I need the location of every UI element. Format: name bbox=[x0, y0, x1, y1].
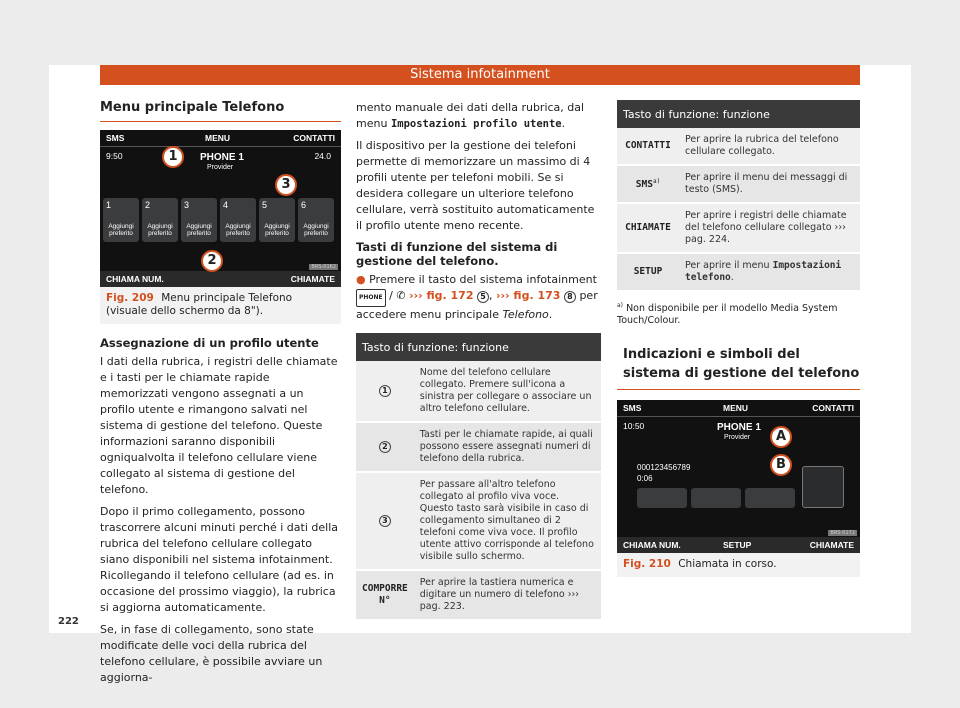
table-row bbox=[356, 422, 601, 472]
screen-menu: MENU bbox=[723, 403, 749, 414]
screen-chiama-num: CHIAMA NUM. bbox=[623, 540, 681, 551]
phone-key-icon: PHONE bbox=[356, 289, 386, 307]
fav-num: 2 bbox=[145, 200, 151, 210]
table-row bbox=[617, 203, 860, 253]
screen-sms: SMS bbox=[623, 403, 642, 414]
row-text: Per aprire i registri delle chiamate del telefono cellulare collegato ››› pag. 224. bbox=[679, 203, 860, 253]
footnote-ref: a) bbox=[652, 178, 661, 186]
callout-A: A bbox=[770, 426, 792, 448]
screen-phone-name: PHONE 1 bbox=[717, 422, 761, 434]
figure-209 bbox=[100, 130, 341, 324]
row-key: 1 bbox=[379, 385, 391, 397]
paragraph: Se, in fase di collegamento, sono state modificate delle voci della rubrica del telefono cellulare, è possibile avviare un aggiorna- bbox=[100, 623, 323, 684]
subheading: Assegnazione di un profilo utente bbox=[100, 336, 319, 350]
fav-num: 3 bbox=[184, 200, 190, 210]
paragraph: mento manuale dei dati della rubrica, dal menu Impostazioni profilo utente. bbox=[356, 101, 585, 130]
bullet-icon: ● bbox=[356, 273, 366, 286]
figure-caption-text: Menu principale Telefono (visuale dello schermo da 8"). bbox=[106, 292, 293, 317]
screen-temp: 24.0 bbox=[314, 151, 331, 161]
callout-1: 1 bbox=[162, 146, 184, 168]
ref-circle: 5 bbox=[477, 291, 489, 303]
phone-menu-screenshot bbox=[100, 130, 341, 287]
row-text: Per aprire il menu Impostazioni telefono. bbox=[679, 253, 860, 291]
figure-210 bbox=[617, 400, 860, 577]
row-text: Per passare all'altro telefono collegato al profilo viva voce. Questo tasto sarà visibile in caso di collegamento simultaneo di 2 telefoni come viva voce. Il profilo utente attivo corrisponde al telefono visibile sullo schermo. bbox=[414, 472, 601, 570]
fav-label: Aggiungi preferito bbox=[225, 223, 251, 237]
section-title: Menu principale Telefono bbox=[100, 100, 341, 122]
table-header: Tasto di funzione: funzione bbox=[617, 100, 860, 128]
call-screenshot bbox=[617, 400, 860, 553]
fig-ref[interactable]: ››› fig. 172 bbox=[409, 289, 474, 302]
call-duration: 0:06 bbox=[637, 474, 653, 484]
figure-label: Fig. 209 bbox=[106, 292, 154, 304]
row-key: SETUP bbox=[617, 253, 679, 291]
function-table bbox=[356, 333, 601, 621]
chapter-header: Sistema infotainment bbox=[100, 65, 860, 85]
screen-time: 10:50 bbox=[623, 421, 645, 432]
fav-label: Aggiungi preferito bbox=[108, 223, 134, 237]
row-text: Tasti per le chiamate rapide, ai quali possono essere assegnati numeri di telefono della rubrica. bbox=[414, 422, 601, 472]
menu-name: Impostazioni profilo utente bbox=[390, 118, 562, 130]
screen-contatti: CONTATTI bbox=[293, 133, 335, 143]
figure-caption-text: Chiamata in corso. bbox=[678, 558, 777, 571]
figure-label: Fig. 210 bbox=[623, 558, 671, 571]
table-row bbox=[356, 570, 601, 620]
table-row bbox=[617, 165, 860, 203]
fav-label: Aggiungi preferito bbox=[147, 223, 173, 237]
screen-code: BRS-0162 bbox=[311, 264, 336, 270]
callout-3: 3 bbox=[275, 174, 297, 196]
fig-ref[interactable]: ››› fig. 173 bbox=[496, 289, 561, 302]
screen-setup: SETUP bbox=[723, 540, 752, 551]
call-number: 000123456789 bbox=[637, 463, 691, 473]
table-row bbox=[617, 253, 860, 291]
screen-provider: Provider bbox=[207, 164, 234, 171]
paragraph: I dati della rubrica, i registri delle chiamate e i tasti per le chiamate rapide memorizzati vengono assegnati a un profilo utente e rimangono salvati nel sistema di gestione del telefono. Queste informazioni saranno disponibili ogniqualvolta il telefono cellulare viene collegato al sistema di gestione del telefono. bbox=[100, 355, 338, 496]
table-header: Tasto di funzione: funzione bbox=[356, 333, 601, 361]
column-left bbox=[100, 100, 341, 692]
figure-caption bbox=[100, 287, 341, 318]
table-row bbox=[356, 472, 601, 570]
fav-num: 6 bbox=[301, 200, 307, 210]
row-text: Nome del telefono cellulare collegato. Premere sull'icona a sinistra per collegare o associare un altro telefono cellulare. bbox=[414, 361, 601, 422]
row-key: COMPORRE N° bbox=[356, 570, 414, 620]
instruction-bullet: ● Premere il tasto del sistema infotainment PHONE / ✆ ››› fig. 172 5 , ››› fig. 173 8 per accedere menu principale Telefono. bbox=[356, 273, 598, 321]
row-key: 3 bbox=[379, 515, 391, 527]
row-key: 2 bbox=[379, 441, 391, 453]
screen-chiama-num: CHIAMA NUM. bbox=[106, 274, 164, 284]
screen-contatti: CONTATTI bbox=[812, 403, 854, 414]
screen-sms: SMS bbox=[106, 133, 125, 143]
fav-label: Aggiungi preferito bbox=[264, 223, 290, 237]
paragraph: Il dispositivo per la gestione dei telefoni permette di memorizzare un massimo di 4 profili utente per telefoni mobili. Se si desidera collegare un ulteriore telefono cellulare, verrà sostituito automaticamente il profilo utente meno recente. bbox=[356, 139, 595, 232]
callout-2: 2 bbox=[201, 250, 223, 272]
screen-provider: Provider bbox=[724, 434, 751, 442]
column-middle bbox=[356, 100, 601, 621]
paragraph: Dopo il primo collegamento, possono trascorrere alcuni minuti perché i dati della rubrica del telefono cellulare collegato siano disponibili nel sistema infotainment. Ricollegando il telefono cellulare (ad es. in occasione del prossimo viaggio), la rubrica si aggiorna automaticamente. bbox=[100, 505, 338, 614]
screen-code: BRS-0172 bbox=[830, 530, 855, 537]
fav-num: 1 bbox=[106, 200, 112, 210]
section-title: Indicazioni e simboli del sistema di gestione del telefono bbox=[617, 345, 860, 390]
fav-label: Aggiungi preferito bbox=[186, 223, 212, 237]
screen-menu: MENU bbox=[205, 133, 231, 143]
function-table bbox=[617, 100, 860, 292]
row-key: SMS bbox=[635, 179, 653, 191]
phone-handset-icon: ✆ bbox=[396, 289, 406, 302]
row-text: Per aprire la rubrica del telefono cellulare collegato. bbox=[679, 128, 860, 165]
row-key: CONTATTI bbox=[617, 128, 679, 165]
row-text: Per aprire il menu dei messaggi di testo (SMS). bbox=[679, 165, 860, 203]
row-key: CHIAMATE bbox=[617, 203, 679, 253]
column-right bbox=[617, 100, 860, 577]
fav-label: Aggiungi preferito bbox=[303, 223, 329, 237]
figure-caption bbox=[617, 553, 860, 571]
callout-B: B bbox=[770, 454, 792, 476]
fav-num: 4 bbox=[223, 200, 229, 210]
screen-phone-name: PHONE 1 bbox=[200, 152, 244, 163]
ref-circle: 8 bbox=[564, 291, 576, 303]
subheading: Tasti di funzione del sistema di gestione del telefono. bbox=[356, 240, 558, 268]
table-row bbox=[356, 361, 601, 422]
row-text: Per aprire la tastiera numerica e digitare un numero di telefono ››› pag. 223. bbox=[414, 570, 601, 620]
screen-chiamate: CHIAMATE bbox=[290, 274, 335, 284]
table-row bbox=[617, 128, 860, 165]
footnote: $^{a)}$ Non disponibile per il modello Media System Touch/Colour. bbox=[617, 302, 838, 327]
screen-chiamate: CHIAMATE bbox=[809, 540, 854, 551]
screen-time: 9:50 bbox=[106, 151, 123, 161]
page-number: 222 bbox=[58, 616, 79, 627]
fav-num: 5 bbox=[262, 200, 268, 210]
